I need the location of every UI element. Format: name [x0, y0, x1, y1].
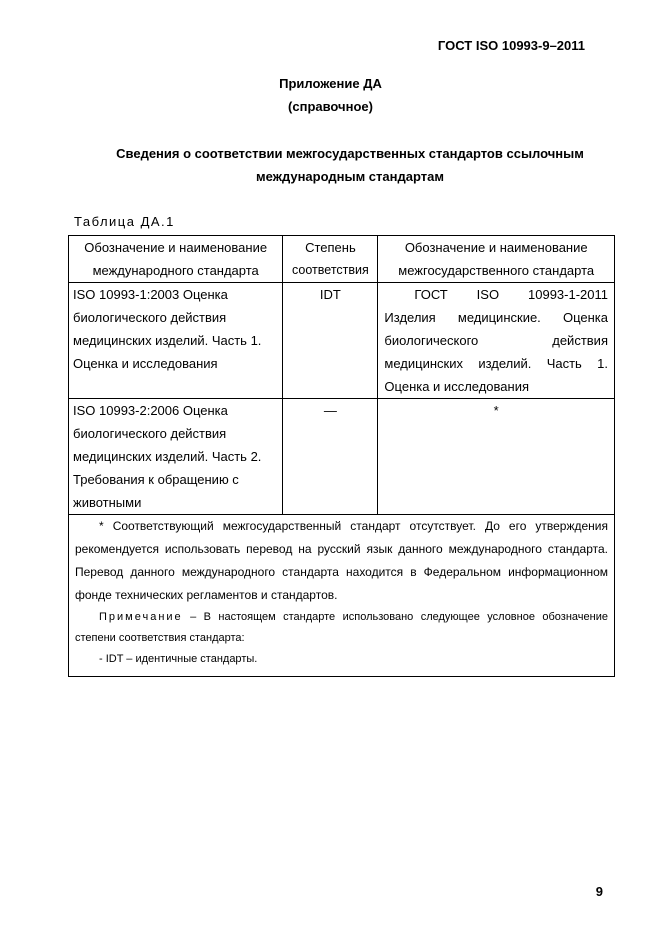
appendix-title: Приложение ДА — [279, 76, 382, 91]
section-title-line2: международным стандартам — [256, 169, 444, 184]
table-header-row — [69, 236, 615, 283]
note-label: Примечание — [99, 611, 183, 623]
header-international-standard: Обозначение и наименование международного стандарта — [69, 236, 283, 283]
correspondence-table — [68, 235, 615, 677]
page-number: 9 — [595, 884, 603, 899]
table-caption: Таблица ДА.1 — [74, 214, 175, 229]
section-title-line1: Сведения о соответствии межгосударственных стандартов ссылочным — [116, 146, 584, 161]
table-footnote-row — [69, 515, 615, 677]
document-code: ГОСТ ISO 10993-9–2011 — [437, 38, 585, 53]
table-note: Примечание – В настоящем стандарте использовано следующее условное обозначение степени соответствия стандарта: - IDT – идентичные стандарты. — [75, 611, 608, 665]
table-row — [69, 399, 615, 515]
header-degree: Степень соответствия — [283, 236, 378, 283]
table-footnote — [69, 515, 615, 677]
cell-international-standard: ISO 10993-1:2003 Оценка биологического действия медицинских изделий. Часть 1. Оценка и исследования — [69, 283, 283, 399]
cell-degree: — — [283, 399, 378, 515]
cell-international-standard: ISO 10993-2:2006 Оценка биологического действия медицинских изделий. Часть 2. Требования к обращению с животными — [69, 399, 283, 515]
cell-interstate-standard: ГОСТ ISO 10993-1-2011 Изделия медицинские. Оценка биологического действия медицинских изделий. Часть 1. Оценка и исследования — [378, 283, 615, 399]
cell-interstate-standard: * — [378, 399, 615, 515]
footnote-paragraph: * Соответствующий межгосударственный стандарт отсутствует. До его утверждения рекомендуется использовать перевод на русский язык данного международного стандарта. Перевод данного международного стандарта находится в Федеральном информационном фонде технических регламентов и стандартов. — [75, 519, 608, 602]
appendix-subtitle: (справочное) — [288, 99, 373, 114]
cell-degree: IDT — [283, 283, 378, 399]
table-row — [69, 283, 615, 399]
header-interstate-standard: Обозначение и наименование межгосударственного стандарта — [378, 236, 615, 283]
